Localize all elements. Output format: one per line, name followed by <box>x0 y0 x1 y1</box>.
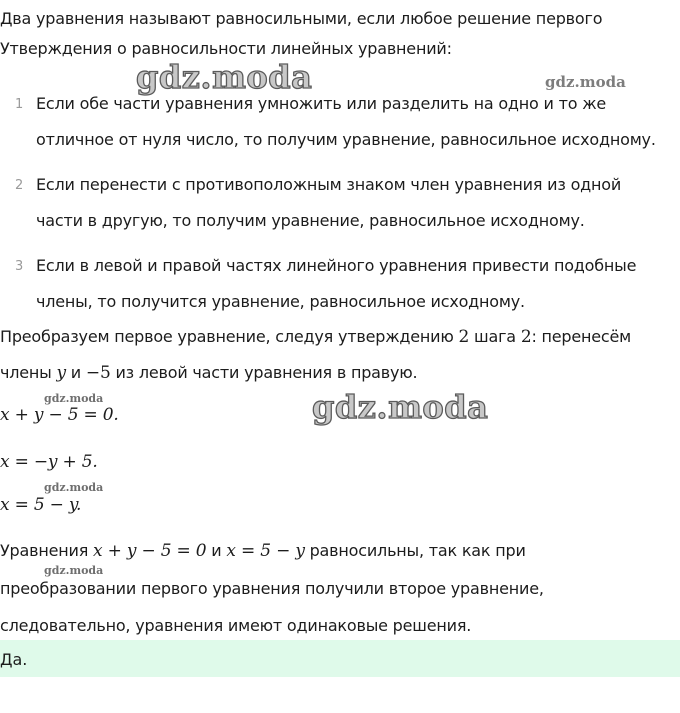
statement-number: 1 <box>15 97 24 112</box>
watermark-large: gdz.moda <box>136 58 313 96</box>
math-variable: y <box>56 363 66 383</box>
math-number: 2 <box>458 327 470 347</box>
statement-text-line: Если перенести с противоположным знаком член уравнения из одной <box>36 175 622 194</box>
statement-text-line: Если в левой и правой частях линейного уравнения привести подобные <box>36 256 637 275</box>
answer-box <box>0 640 680 677</box>
math-number: 2 <box>520 327 532 347</box>
text-fragment: : перенесём <box>531 327 632 346</box>
answer-text: Да. <box>0 650 28 669</box>
equation-2: x = −y + 5. <box>0 452 98 472</box>
math-expression: x + y − 5 = 0 <box>93 541 207 561</box>
watermark-medium: gdz.moda <box>545 73 626 91</box>
statement-number: 2 <box>15 178 24 193</box>
text-fragment: Преобразуем первое уравнение, следуя утверждению <box>0 327 459 346</box>
text-fragment: Уравнения <box>0 541 94 560</box>
statement-text-line: отличное от нуля число, то получим уравнение, равносильное исходному. <box>36 130 656 149</box>
text-fragment: члены <box>0 363 57 382</box>
conclusion-line-3: следовательно, уравнения имеют одинаковые решения. <box>0 616 472 635</box>
conclusion-line-1 <box>0 541 526 561</box>
conclusion-line-2: преобразовании первого уравнения получили второе уравнение, <box>0 579 544 598</box>
statement-number: 3 <box>15 259 24 274</box>
watermark-small: gdz.moda <box>44 481 104 494</box>
text-fragment: и <box>65 363 86 382</box>
solution-paragraph-line-1 <box>0 327 631 347</box>
text-fragment: из левой части уравнения в правую. <box>110 363 418 382</box>
text-fragment: и <box>206 541 227 560</box>
statement-text-line: части в другую, то получим уравнение, равносильное исходному. <box>36 211 585 230</box>
intro-line-1: Два уравнения называют равносильными, если любое решение первого <box>0 9 603 28</box>
statement-text-line: члены, то получится уравнение, равносильное исходному. <box>36 292 525 311</box>
math-number: −5 <box>85 363 111 383</box>
text-fragment: шага <box>469 327 521 346</box>
watermark-large: gdz.moda <box>312 388 489 426</box>
text-fragment: равносильны, так как при <box>304 541 526 560</box>
intro-line-2: Утверждения о равносильности линейных уравнений: <box>0 39 452 58</box>
math-expression: x = 5 − y <box>226 541 305 561</box>
equation-1: x + y − 5 = 0. <box>0 405 119 425</box>
solution-paragraph-line-2 <box>0 363 417 383</box>
watermark-small: gdz.moda <box>44 392 104 405</box>
watermark-small: gdz.moda <box>44 564 104 577</box>
equation-3: x = 5 − y. <box>0 495 82 515</box>
statement-text-line: Если обе части уравнения умножить или разделить на одно и то же <box>36 94 607 113</box>
